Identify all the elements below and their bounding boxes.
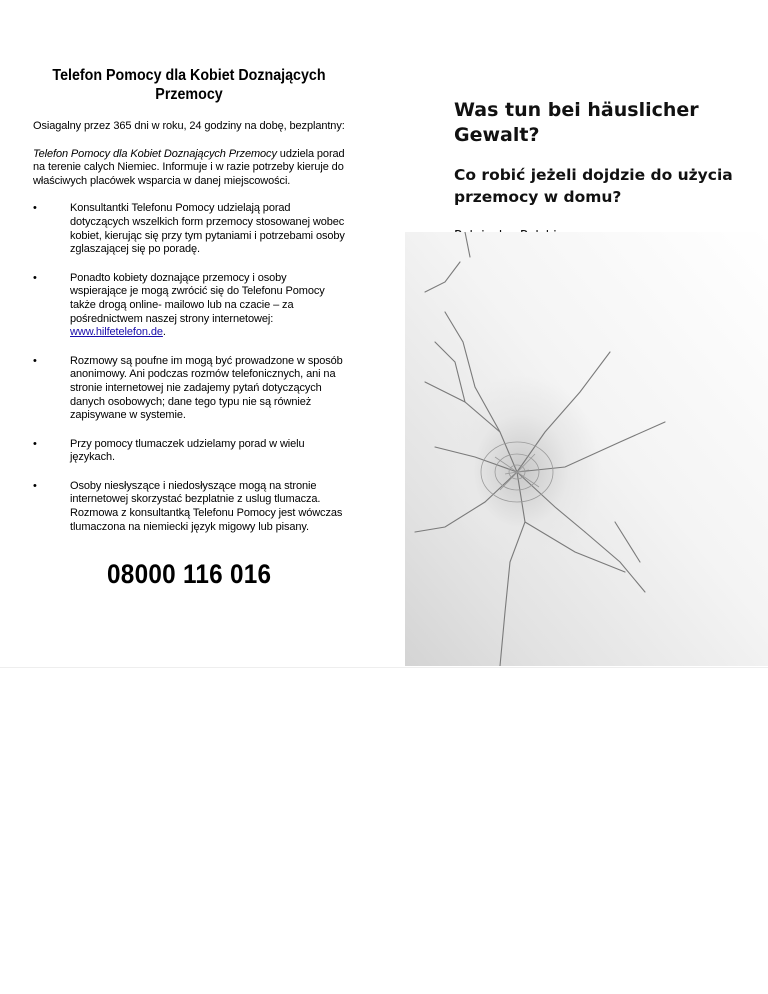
bullet-text: Osoby niesłyszące i niedosłyszące mogą na stronie internetowej skorzystać bezplatnie z uslug tlumacza. Rozmowa z konsultantką Telefonu Pomocy jest wówczas tlumaczona na niemiecki język migowy lub pisany. (70, 479, 343, 533)
bullet-icon: • (33, 437, 37, 450)
list-item (33, 272, 345, 340)
description-rest: udziela porad na terenie calych Niemiec. Informuje i w razie potrzeby kieruje do właściwych placówek wsparcia w danej miejscowości. (33, 147, 345, 187)
info-bullet-list (33, 202, 345, 534)
german-heading: Was tun bei häuslicher Gewalt? (454, 99, 699, 146)
website-link[interactable]: www.hilfetelefon.de (70, 326, 163, 339)
bullet-icon: • (33, 271, 37, 284)
bullet-text: Przy pomocy tlumaczek udzielamy porad w wielu językach. (70, 437, 305, 464)
list-item (33, 480, 345, 534)
broken-glass-image (405, 232, 768, 666)
bullet-text: Ponadto kobiety doznające przemocy i osoby wspierające je mogą zwrócić się do Telefonu Pomocy także drogą online- mailowo lub na czacie – za pośrednictwem naszej strony internetowej: (70, 271, 325, 325)
description-paragraph (33, 148, 345, 189)
list-item (33, 202, 345, 256)
hotline-title: Telefon Pomocy dla Kobiet Doznających Przemocy (52, 67, 326, 103)
bullet-text-end: . (162, 326, 166, 339)
hotline-name-italic: Telefon Pomocy dla Kobiet Doznających Przemocy (33, 147, 277, 160)
bullet-icon: • (33, 354, 37, 367)
right-column (454, 98, 754, 245)
left-column (33, 66, 345, 590)
list-item (33, 438, 345, 465)
bullet-icon: • (33, 479, 37, 492)
availability-text: Osiagalny przez 365 dni w roku, 24 godziny na dobę, bezplantny: (33, 120, 345, 132)
list-item (33, 355, 345, 423)
phone-number[interactable]: 08000 116 016 (107, 559, 272, 590)
bullet-text: Rozmowy są poufne im mogą być prowadzone w sposób anonimowy. Ani podczas rozmów telefonicznych, ani na stronie internetowej nie zadajemy pytań dotyczących danych osobowych; dane tego typu nie są również zapisywane w systemie. (70, 354, 343, 422)
polish-heading: Co robić jeżeli dojdzie do użycia przemocy w domu? (454, 166, 733, 206)
page-divider (0, 667, 768, 668)
bullet-icon: • (33, 202, 37, 215)
bullet-text: Konsultantki Telefonu Pomocy udzielają porad dotyczących wszelkich form przemocy stosowanej wobec kobiet, kierując się przy tym pytaniami i potrzebami osoby zglaszającej się po poradę. (70, 202, 345, 256)
